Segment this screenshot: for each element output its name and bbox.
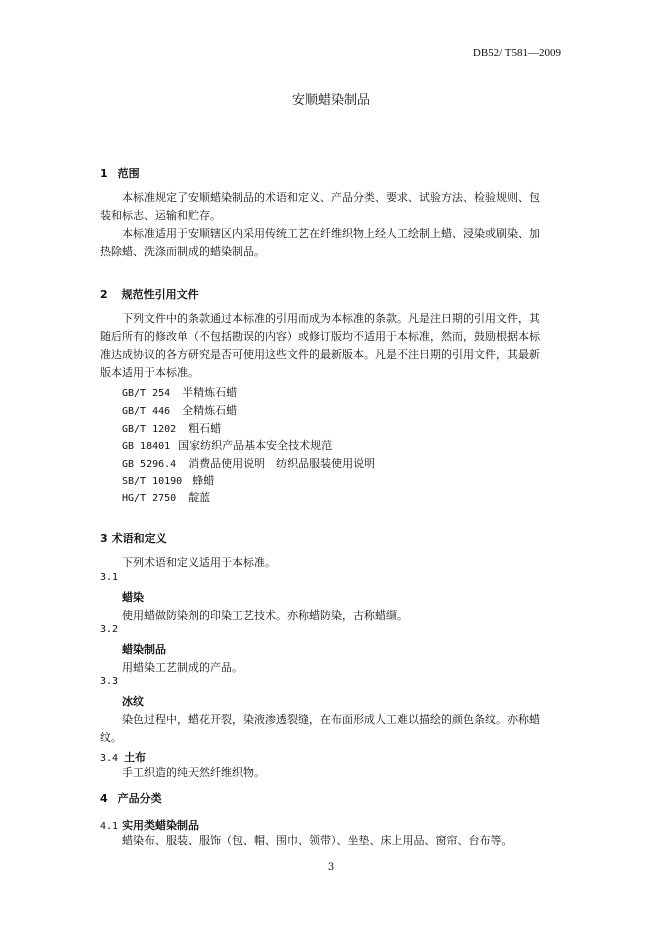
- reference-code: GB 18401: [122, 441, 171, 452]
- subsection-title: 实用类蜡染制品: [122, 819, 200, 832]
- page-title: 安顺蜡染制品: [291, 93, 370, 108]
- reference-name: 消费品使用说明 纺织品服装使用说明: [188, 457, 376, 470]
- term-definition: 手工织造的纯天然纤维织物。: [122, 766, 265, 779]
- term-definition: 纹。: [100, 731, 122, 744]
- reference-name: 半精炼石蜡: [182, 386, 238, 399]
- section-number: 1: [100, 167, 108, 180]
- term-name: 冰纹: [122, 695, 144, 708]
- reference-item: [122, 399, 237, 418]
- reference-code: SB/T 10190: [122, 476, 183, 487]
- reference-item: [122, 486, 210, 505]
- section-1-heading: [100, 165, 140, 181]
- reference-code: HG/T 2750: [122, 493, 177, 504]
- term-row: [100, 746, 146, 765]
- reference-name: 全精炼石蜡: [182, 404, 238, 417]
- paragraph-line: 版本适用于本标准。: [100, 366, 199, 379]
- term-definition: 用蜡染工艺制成的产品。: [122, 661, 243, 674]
- term-definition: 使用蜡做防染剂的印染工艺技术。亦称蜡防染，古称蜡缬。: [122, 609, 408, 622]
- paragraph-line: 蜡染布、服装、服饰（包、帽、围巾、领带）、坐垫、床上用品、窗帘、台布等。: [122, 834, 513, 847]
- term-name: 蜡染: [122, 591, 144, 604]
- paragraph-line: 本标准规定了安顺蜡染制品的术语和定义、产品分类、要求、试验方法、检验规则、包: [122, 191, 540, 204]
- subsection-number: 4.1: [100, 821, 119, 832]
- paragraph-line: 热除蜡、洗涤而制成的蜡染制品。: [100, 245, 265, 258]
- section-number: 3: [100, 532, 108, 545]
- section-number: 2: [100, 288, 108, 301]
- term-number: 3.2: [100, 624, 119, 635]
- reference-code: GB/T 254: [122, 388, 171, 399]
- section-title: 规范性引用文件: [121, 288, 199, 301]
- paragraph-line: 随后所有的修改单（不包括勘误的内容）或修订版均不适用于本标准，然而，鼓励根据本标: [100, 330, 540, 343]
- page-number: 3: [327, 862, 335, 873]
- reference-name: 粗石蜡: [188, 422, 222, 435]
- subsection-4-1-heading: [100, 814, 199, 833]
- term-number: 3.1: [100, 572, 119, 583]
- section-title: 产品分类: [117, 792, 162, 805]
- reference-name: 国家纺织产品基本安全技术规范: [178, 439, 333, 452]
- section-title: 术语和定义: [111, 532, 167, 545]
- term-name: 土布: [124, 751, 147, 764]
- section-number: 4: [100, 792, 108, 805]
- term-name: 蜡染制品: [122, 643, 166, 656]
- reference-name: 靛蓝: [188, 491, 211, 504]
- term-definition: 染色过程中，蜡花开裂，染液渗透裂缝，在布面形成人工难以描绘的颜色条纹。亦称蜡: [122, 713, 540, 726]
- reference-item: [122, 434, 332, 453]
- reference-code: GB/T 446: [122, 406, 171, 417]
- section-2-heading: [100, 286, 199, 302]
- reference-code: GB 5296.4: [122, 459, 177, 470]
- term-number: 3.3: [100, 676, 119, 687]
- document-code: DB52/ T581—2009: [472, 47, 561, 59]
- paragraph-line: 本标准适用于安顺辖区内采用传统工艺在纤维织物上经人工绘制上蜡、浸染或刷染、加: [122, 227, 540, 240]
- term-number: 3.4: [100, 753, 119, 764]
- paragraph-line: 下列术语和定义适用于本标准。: [122, 556, 276, 569]
- reference-name: 蜂蜡: [192, 474, 215, 487]
- paragraph-line: 准达成协议的各方研究是否可使用这些文件的最新版本。凡是不注日期的引用文件，其最新: [100, 348, 540, 361]
- paragraph-line: 装和标志、运输和贮存。: [100, 209, 221, 222]
- section-3-heading: [100, 530, 167, 546]
- paragraph-line: 下列文件中的条款通过本标准的引用而成为本标准的条款。凡是注日期的引用文件，其: [122, 312, 540, 325]
- reference-code: GB/T 1202: [122, 424, 177, 435]
- reference-item: [122, 381, 237, 400]
- section-4-heading: [100, 790, 162, 806]
- section-title: 范围: [117, 167, 140, 180]
